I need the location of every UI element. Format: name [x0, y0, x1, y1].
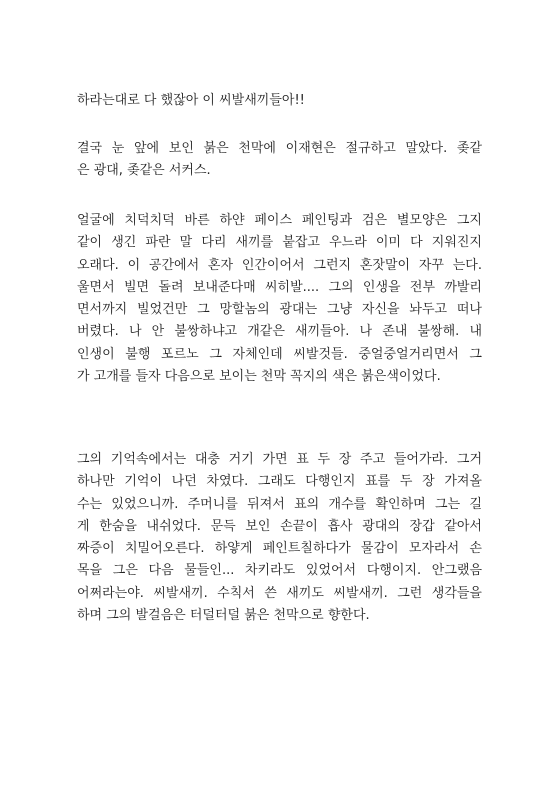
text-line: 은 광대, 좆같은 서커스.: [77, 163, 211, 179]
paragraph-3: [77, 210, 482, 388]
text-line: 수는 있었으니까. 주머니를 뒤져서 표의 개수를 확인하며 그는 길: [77, 496, 482, 512]
text-line: 가 고개를 들자 다음으로 보이는 천막 꼭지의 색은 붉은색이었다.: [77, 369, 441, 385]
text-line: 오래다. 이 공간에서 혼자 인간이어서 그런지 혼잣말이 자꾸 는다.: [77, 257, 482, 273]
text-line: 인생이 불행 포르노 그 자체인데 씨발것들. 중얼중얼거리면서 그: [77, 346, 482, 362]
paragraph-2: [77, 138, 482, 183]
text-line: 버렸다. 나 안 불쌍하냐고 개같은 새끼들아. 나 존내 불쌍해. 내: [77, 324, 482, 340]
text-line: 게 한숨을 내쉬었다. 문득 보인 손끝이 흡사 광대의 장갑 같아서: [77, 518, 482, 534]
text-line: 짜증이 치밀어오른다. 하얗게 페인트칠하다가 물감이 모자라서 손: [77, 541, 482, 557]
text-line: 같이 생긴 파란 말 다리 새끼를 붙잡고 우느라 이미 다 지워진지: [77, 235, 482, 251]
text-line: 울면서 빌면 돌려 보내준다매 씨히발.... 그의 인생을 전부 까발리: [77, 279, 482, 295]
text-line: 그의 기억속에서는 대충 거기 가면 표 두 장 주고 들어가라. 그거: [77, 452, 482, 467]
paragraph-1: [77, 90, 482, 112]
text-line: 결국 눈 앞에 보인 붉은 천막에 이재현은 절규하고 말았다. 좆같: [77, 141, 482, 156]
text-line: 면서까지 빌었건만 그 망할놈의 광대는 그냥 자신을 놔두고 떠나: [77, 302, 482, 318]
text-line: 하며 그의 발걸음은 터덜터덜 붉은 천막으로 향한다.: [77, 608, 370, 624]
text-line: 하나만 기억이 나던 차였다. 그래도 다행인지 표를 두 장 가져올: [77, 474, 482, 490]
text-line: 하라는대로 다 했잖아 이 씨발새끼들아!!: [77, 93, 305, 108]
paragraph-4: [77, 449, 482, 627]
text-line: 얼굴에 치덕치덕 바른 하얀 페이스 페인팅과 검은 별모양은 그지: [77, 213, 482, 228]
text-line: 목을 그은 다음 물들인... 차키라도 있었어서 다행이지. 안그랬음: [77, 563, 482, 579]
text-line: 어쩌라는야. 씨발새끼. 수칙서 쓴 새끼도 씨발새끼. 그런 생각들을: [77, 585, 482, 601]
